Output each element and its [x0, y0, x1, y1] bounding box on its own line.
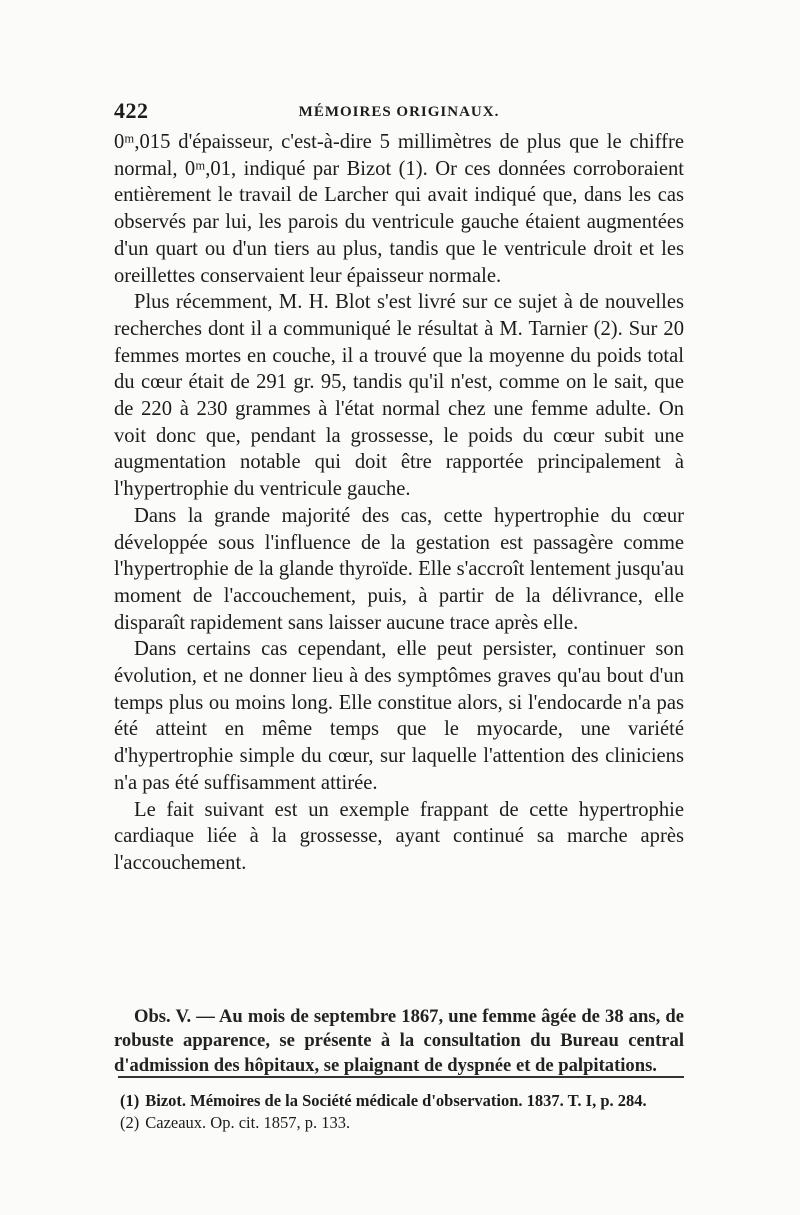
- footnote-text: Cazeaux. Op. cit. 1857, p. 133.: [145, 1113, 351, 1132]
- running-title: MÉMOIRES ORIGINAUX.: [298, 104, 500, 120]
- footnote-mark: (2): [120, 1113, 140, 1132]
- body-text: [114, 129, 684, 877]
- paragraph: Dans la grande majorité des cas, cette hypertrophie du cœur développée sous l'influence de la gestation est passagère comme l'hypertrophie de la glande thyroïde. Elle s'accroît lentement jusqu'au moment de l'accouchement, puis, à partir de la délivrance, elle disparaît rapidement sans laisser aucune trace après elle.: [114, 504, 684, 634]
- paragraph: Plus récemment, M. H. Blot s'est livré sur ce sujet à de nouvelles recherches dont il a communiqué le résultat à M. Tarnier (2). Sur 20 femmes mortes en couche, il a trouvé que la moyenne du poids total du cœur était de 291 gr. 95, tandis qu'il n'est, comme on le sait, que de 220 à 230 grammes à l'état normal chez une femme adulte. On voit donc que, pendant la grossesse, le poids du cœur subit une augmentation notable qui doit être rapportée principalement à l'hypertrophie du ventricule gauche.: [114, 291, 684, 501]
- page-header: [114, 98, 684, 128]
- footnote-text: Bizot. Mémoires de la Société médicale d'observation. 1837. T. I, p. 284.: [145, 1091, 647, 1110]
- paragraph-continued: 0ᵐ,015 d'épaisseur, c'est-à-dire 5 millimètres de plus que le chiffre normal, 0ᵐ,01, indiqué par Bizot (1). Or ces données corroboraient entièrement le travail de Larcher qui avait indiqué que, dans les cas observés par lui, les parois du ventricule gauche étaient augmentées d'un quart ou d'un tiers au plus, tandis que le ventricule droit et les oreillettes conservaient leur épaisseur normale.: [114, 131, 684, 287]
- observation-paragraph: Obs. V. — Au mois de septembre 1867, une femme âgée de 38 ans, de robuste apparence, se présente à la consultation du Bureau central d'admission des hôpitaux, se plaignant de dyspnée et de palpitations.: [114, 1005, 684, 1076]
- footnotes: [120, 1090, 686, 1134]
- footnote-mark: (1): [120, 1091, 140, 1110]
- page-number: 422: [114, 98, 149, 123]
- paragraph: Dans certains cas cependant, elle peut persister, continuer son évolution, et ne donner lieu à des symptômes graves qu'au bout d'un temps plus ou moins long. Elle constitue alors, si l'endocarde n'a pas été atteint en même temps que le myocarde, une variété d'hypertrophie simple du cœur, sur laquelle l'attention des cliniciens n'a pas été suffisamment attirée.: [114, 638, 684, 794]
- paragraph: Le fait suivant est un exemple frappant de cette hypertrophie cardiaque liée à la grossesse, ayant continué sa marche après l'accouchement.: [114, 798, 684, 874]
- footnote-2: [120, 1112, 686, 1134]
- footnote-1: [120, 1090, 686, 1112]
- footnote-divider: [118, 1076, 684, 1078]
